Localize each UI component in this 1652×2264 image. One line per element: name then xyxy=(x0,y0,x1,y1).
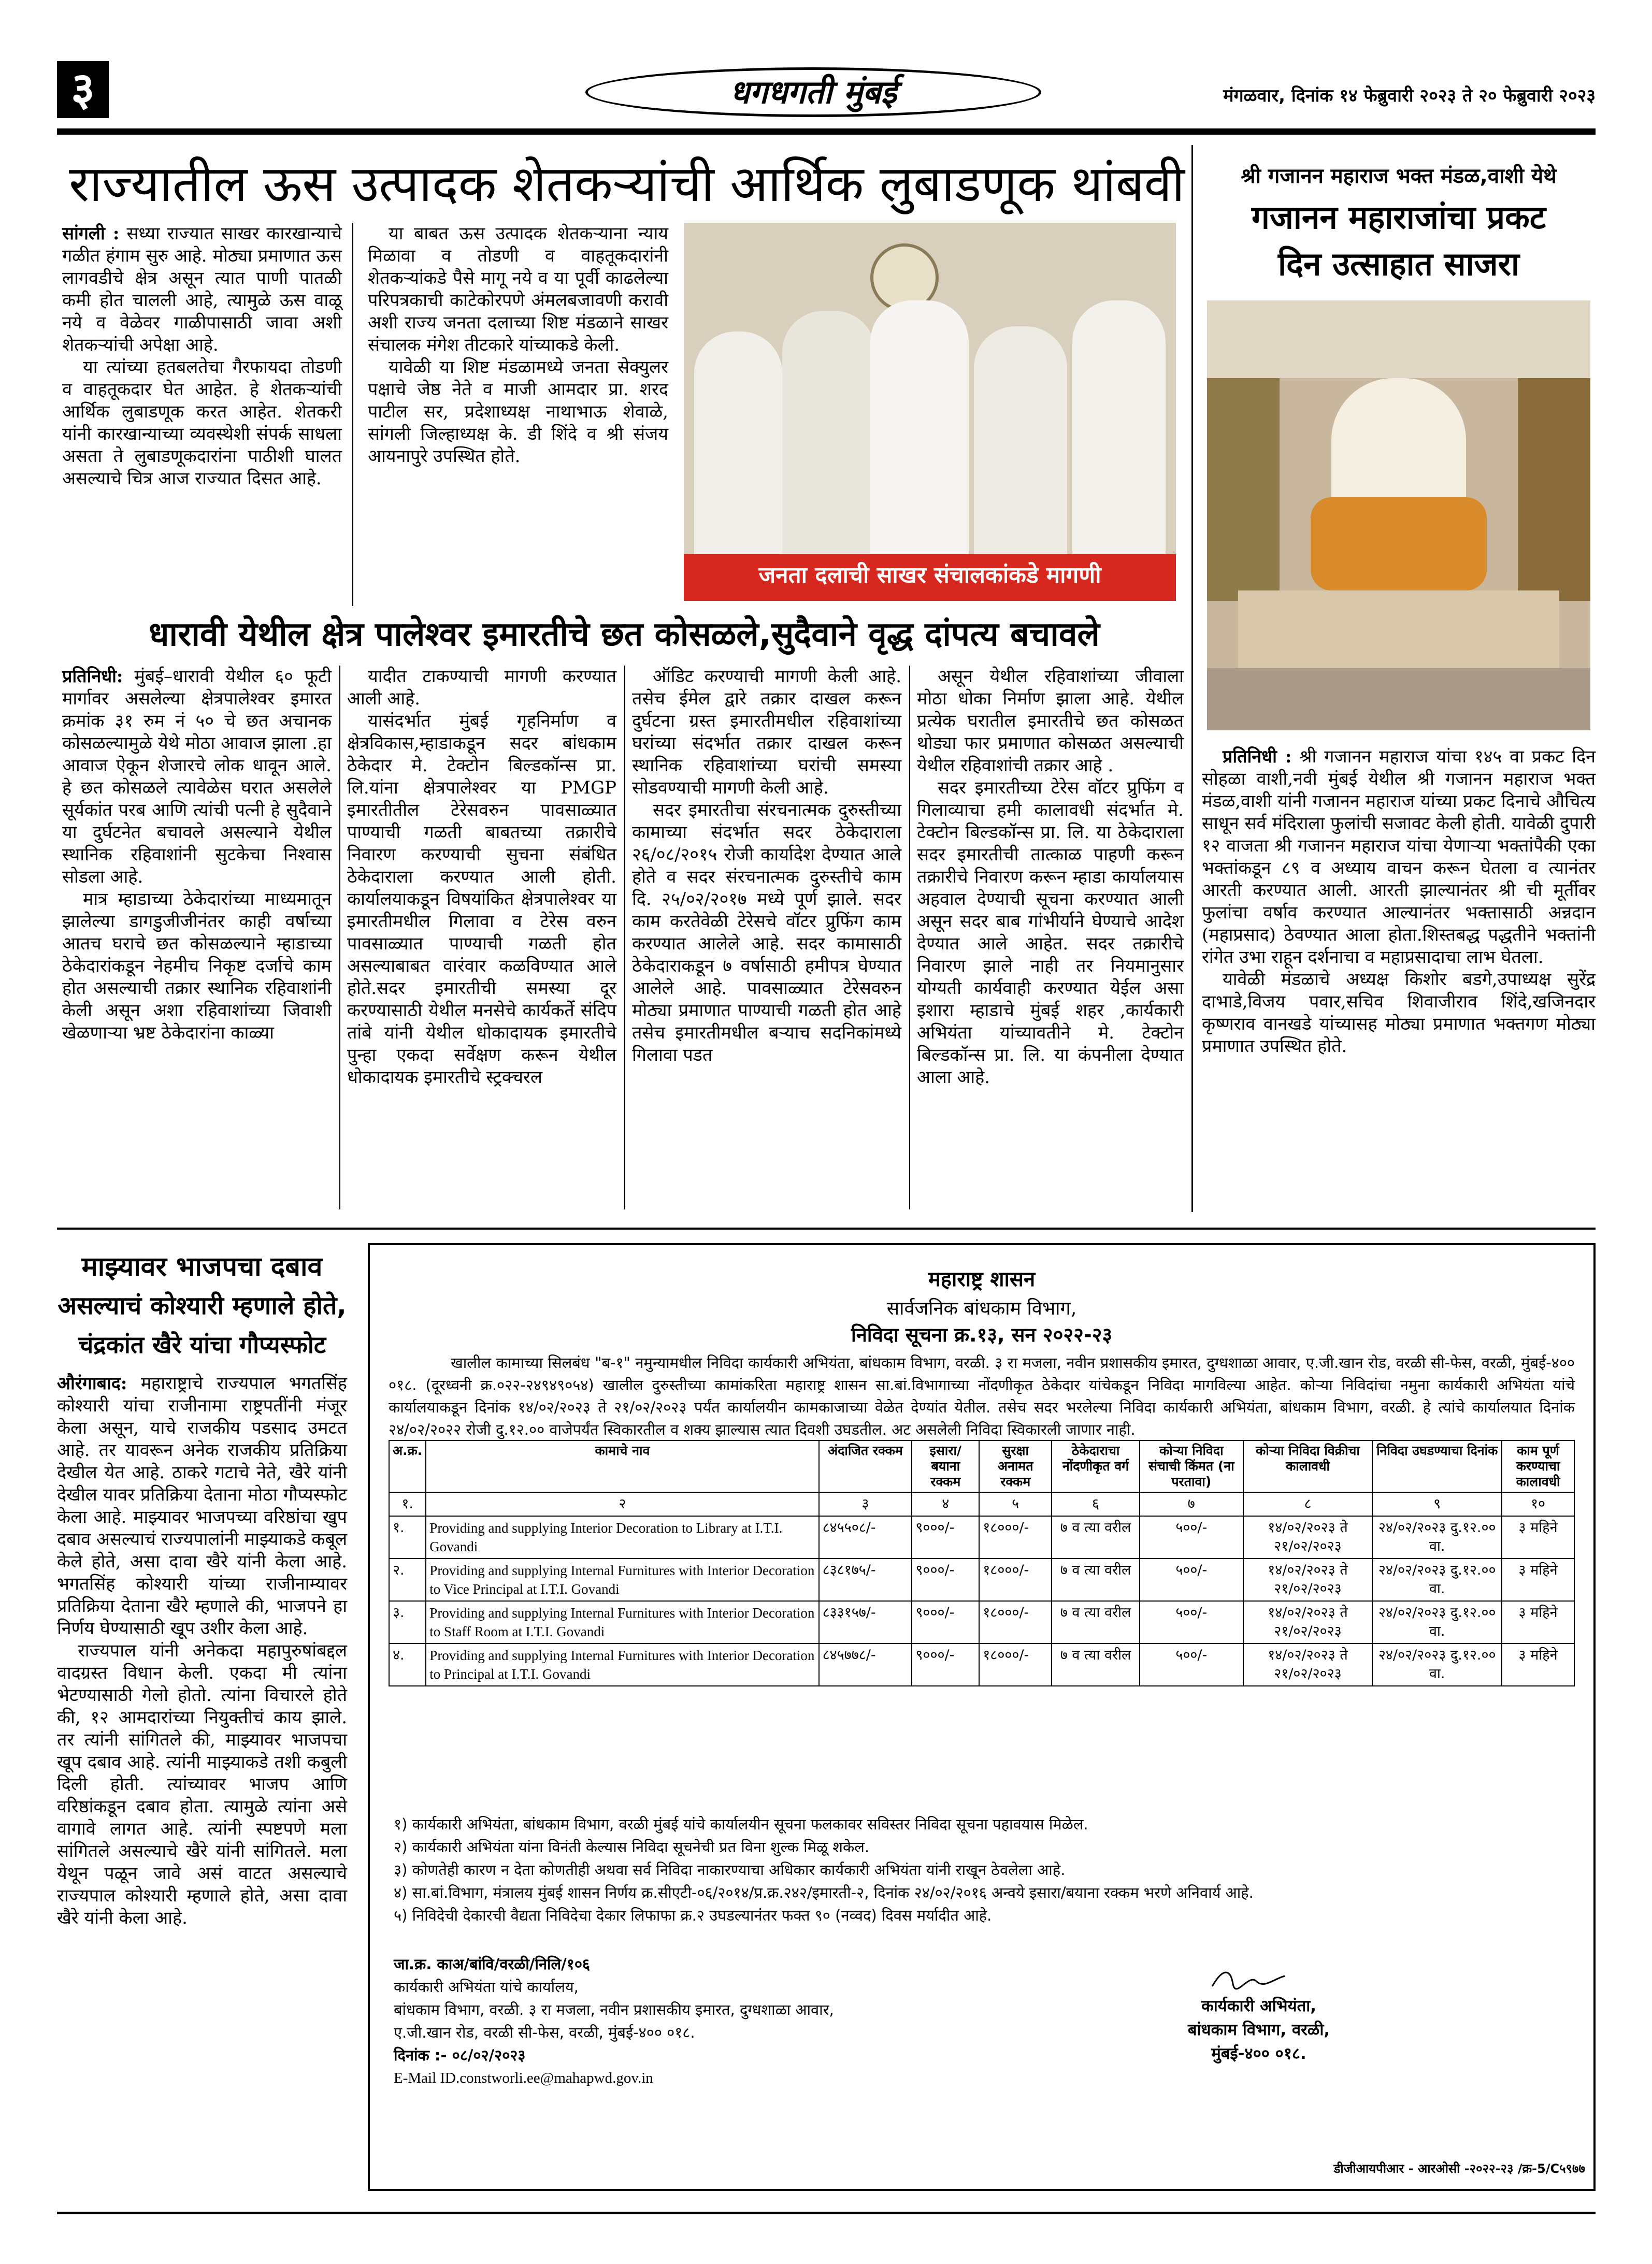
cell-open: २४/०२/२०२३ दु.१२.०० वा. xyxy=(1372,1559,1502,1601)
col-number: ५ xyxy=(979,1492,1052,1516)
table-row xyxy=(389,1601,1574,1643)
article3-headline-2: असल्याचं कोश्यारी म्हणाले होते, xyxy=(58,1291,347,1320)
cell-amount: ८४५७७८/- xyxy=(819,1643,912,1686)
cell-sd: १८०००/- xyxy=(979,1559,1052,1601)
tender-note: ५) निविदेची देकारची वैद्यता निविदेचा देकार लिफाफा क्र.२ उघडल्यानंतर फक्त ९० (नव्वद) दिवस मर्यादीत आहे. xyxy=(394,1907,992,1924)
article3-body xyxy=(57,1373,347,1929)
col-number: १० xyxy=(1502,1492,1574,1516)
col-number: ४ xyxy=(912,1492,979,1516)
table-row xyxy=(389,1643,1574,1686)
cell-class: ७ व त्या वरील xyxy=(1052,1559,1140,1601)
cell-sr: ४. xyxy=(389,1643,426,1686)
article2-col3-p2: सदर इमारतीचा संरचनात्मक दुरुस्तीच्या कामाच्या संदर्भात सदर ठेकेदाराला २६/०८/२०१५ रोजी कार्यादेश देण्यात आले होते व सदर संरचनात्मक दुरुस्तीचे काम दि. २५/०२/२०१७ मध्ये पूर्ण झाले. सदर काम करतेवेळी टेरेसचे वॉटर प्रुफिंग काम करण्यात आलेले आहे. सदर कामासाठी ठेकेदाराकडून ७ वर्षासाठी हमीपत्र घेण्यात आलेले आहे. पावसाळ्यात टेरेसवरुन मोठ्या प्रमाणात पाण्याची गळती होत आहे तसेच इमारतीमधील बऱ्याच सदनिकांमध्ये गिलावा पडत xyxy=(632,800,901,1065)
col-header: ठेकेदाराचा नोंदणीकृत वर्ग xyxy=(1052,1440,1140,1492)
cell-open: २४/०२/२०२३ दु.१२.०० वा. xyxy=(1372,1516,1502,1559)
article1-col1-p1: सध्या राज्यात साखर कारखान्याचे गळीत हंगाम सुरु आहे. मोठ्या प्रमाणात ऊस लागवडीचे क्षेत्र असून त्यात पाणी पातळी कमी होत चालली आहे, त्यामुळे ऊस वाळू नये व वेळेवर गाळीपासाठी जावा अशी शेतकऱ्यांची अपेक्षा आहे. xyxy=(62,223,342,355)
col-header: अ.क्र. xyxy=(389,1440,426,1492)
sidebar-kicker: श्री गजानन महाराज भक्त मंडळ,वाशी येथे xyxy=(1241,164,1557,188)
tender-office-block xyxy=(394,1953,1119,2089)
cell-sale: १४/०२/२०२३ ते २१/०२/२०२३ xyxy=(1243,1516,1373,1559)
cell-name: Providing and supplying Internal Furnitures with Interior Decoration to Staff Room at I.T.I. Govandi xyxy=(426,1601,818,1643)
photo-caption: जनता दलाची साखर संचालकांकडे मागणी xyxy=(758,562,1101,588)
table-row xyxy=(389,1559,1574,1601)
cell-sale: १४/०२/२०२३ ते २१/०२/२०२३ xyxy=(1243,1643,1373,1686)
tender-table xyxy=(389,1440,1575,1686)
article1-photo xyxy=(684,223,1176,601)
article1-col2-p2: यावेळी या शिष्ट मंडळामध्ये जनता सेक्युलर पक्षाचे जेष्ठ नेते व माजी आमदार प्रा. शरद पाटील सर, प्रदेशाध्यक्ष नाथाभाऊ शेवाळे, सांगली जिल्हाध्यक्ष के. डी शिंदे व श्री संजय आयनापुरे उपस्थित होते. xyxy=(368,357,668,467)
table-row xyxy=(389,1516,1574,1559)
tender-office-line: कार्यकारी अभियंता यांचे कार्यालय, xyxy=(394,1978,579,1996)
cell-sale: १४/०२/२०२३ ते २१/०२/२०२३ xyxy=(1243,1601,1373,1643)
cell-sd: १८०००/- xyxy=(979,1643,1052,1686)
article2-col4-p1: असून येथील रहिवाशांच्या जीवाला मोठा धोका निर्माण झाला आहे. येथील प्रत्येक घरातील इमारतीचे छत कोसळत थोड्या फार प्रमाणात कोसळत असल्याची येथील रहिवाशांची तक्रार आहे . xyxy=(917,666,1184,776)
cell-period: ३ महिने xyxy=(1502,1516,1574,1559)
sidebar-rule xyxy=(1191,145,1193,1212)
flower-decoration xyxy=(1207,300,1590,378)
cell-open: २४/०२/२०२३ दु.१२.०० वा. xyxy=(1372,1601,1502,1643)
article2-col2-p2: यासंदर्भात मुंबई गृहनिर्माण व क्षेत्रविकास,म्हाडाकडून सदर बांधकाम ठेकेदार मे. टेक्टोन बिल्डकॉन्स प्रा. लि.यांना क्षेत्रपालेश्वर या PMGP इमारतीतील टेरेसवरुन पावसाळ्यात पाण्याची गळती बाबतच्या तक्रारीचे निवारण करण्याची सुचना संबंधित ठेकेदाराला करण्यात आली होती. कार्यालयाकडून विषयांकित क्षेत्रपालेश्वर या इमारतीमधील गिलावा व टेरेस वरुन पावसाळ्यात पाण्याची गळती होत असल्याबाबत वारंवार कळविण्यात आले होते.सदर इमारतीची समस्या दूर करण्यासाठी येथील मनसेचे कार्यकर्ते संदिप तांबे यांनी येथील धोकादायक इमारतीचे पुन्हा एकदा सर्वेक्षण करून येथील धोकादायक इमारतीचे स्ट्रक्चरल xyxy=(347,711,616,1088)
page-number: ३ xyxy=(71,62,95,116)
masthead-logo-text: धगधगती मुंबई xyxy=(730,73,897,111)
tender-notice-number: निविदा सूचना क्र.१३, सन २०२२-२३ xyxy=(851,1323,1113,1346)
signature-mark xyxy=(1207,1963,1290,1994)
tender-notes xyxy=(394,1813,1575,1927)
col-number: ७ xyxy=(1140,1492,1243,1516)
cell-emd: ९०००/- xyxy=(912,1601,979,1643)
cell-sr: २. xyxy=(389,1559,426,1601)
tender-title: महाराष्ट्र शासन xyxy=(928,1267,1036,1291)
article2-headline: धारावी येथील क्षेत्र पालेश्वर इमारतीचे छत कोसळले,सुदैवाने वृद्ध दांपत्य बचावले xyxy=(149,615,1100,654)
footer-rule xyxy=(57,2212,1596,2214)
tender-note: ४) सा.बां.विभाग, मंत्रालय मुंबई शासन निर्णय क्र.सीएटी-०६/२०१४/प्र.क्र.२४२/इमारती-२, दिनांक २४/०२/२०१६ अन्वये इसारा/बयाना रक्कम भरणे अनिवार्य आहे. xyxy=(394,1884,1254,1901)
cell-sale: १४/०२/२०२३ ते २१/०२/२०२३ xyxy=(1243,1559,1373,1601)
tender-table-col-numbers xyxy=(389,1492,1574,1516)
idol-garland xyxy=(1311,497,1487,590)
tender-note: १) कार्यकारी अभियंता, बांधकाम विभाग, वरळी मुंबई यांचे कार्यालयीन सूचना फलकावर सविस्तर निविदा सूचना पहावयास मिळेल. xyxy=(394,1815,1088,1833)
cell-fee: ५००/- xyxy=(1140,1516,1243,1559)
sidebar-p2: यावेळी मंडळाचे अध्यक्ष किशोर बडगे,उपाध्यक्ष सुरेंद्र दाभाडे,विजय पवार,सचिव शिवाजीराव शिंदे,खजिनदार कृष्णराव वानखडे यांच्यासह मोठ्या प्रमाणात भक्तगण मोठ्या प्रमाणात उपस्थित होते. xyxy=(1202,969,1596,1057)
cell-sd: १८०००/- xyxy=(979,1516,1052,1559)
article1-headline: राज्यातील ऊस उत्पादक शेतकऱ्यांची आर्थिक लुबाडणूक थांबवी xyxy=(69,155,1185,213)
masthead-date: मंगळवार, दिनांक १४ फेब्रुवारी २०२३ ते २० फेब्रुवारी २०२३ xyxy=(1223,85,1596,106)
cell-class: ७ व त्या वरील xyxy=(1052,1643,1140,1686)
tender-date: दिनांक :- ०८/०२/२०२३ xyxy=(394,2046,526,2064)
col-header: सुरक्षा अनामत रक्कम xyxy=(979,1440,1052,1492)
cell-amount: ८४५५०८/- xyxy=(819,1516,912,1559)
cell-period: ३ महिने xyxy=(1502,1643,1574,1686)
floor xyxy=(1207,668,1590,730)
cell-emd: ९०००/- xyxy=(912,1559,979,1601)
signatory-line: बांधकाम विभाग, वरळी, xyxy=(1187,2021,1330,2039)
tender-note: ३) कोणतेही कारण न देता कोणतीही अथवा सर्व निविदा नाकारण्याचा अधिकार कार्यकारी अभियंता यांनी राखून ठेवलेला आहे. xyxy=(394,1861,1066,1879)
tender-ref-no: जा.क्र. काअ/बांवि/वरळी/निलि/१०६ xyxy=(394,1955,590,1973)
cell-sr: ३. xyxy=(389,1601,426,1643)
col-header: कोऱ्या निविदा संचाची किंमत (ना परतावा) xyxy=(1140,1440,1243,1492)
cell-emd: ९०००/- xyxy=(912,1643,979,1686)
sidebar-p1: श्री गजानन महाराज यांचा १४५ वा प्रकट दिन सोहळा वाशी,नवी मुंबई येथील श्री गजानन महाराज भक्त मंडळ,वाशी यांनी गजानन महाराज यांच्या प्रकट दिनाचे औचित्य साधून सर्व मंदिराला फुलांची सजावट केली होती. यावेळी दुपारी १२ वाजता श्री गजानन महाराज यांचा येणाऱ्या भक्तांपैकी एका भक्तांकडून ८९ व अध्याय वाचन करून घेतला व त्यानंतर आरती करण्यात आली. आरती झाल्यानंतर श्री ची मूर्तीवर फुलांचा वर्षाव करण्यात आल्यानंतर भक्तासाठी अन्नदान (महाप्रसाद) ठेवण्यात आला होता.शिस्तबद्ध पद्धतीने भक्तांनी रांगेत उभा राहून दर्शनाचा व महाप्रसादाचा लाभ घेतला. xyxy=(1202,746,1596,968)
article2-col1-p2: मात्र म्हाडाच्या ठेकेदारांच्या माध्यमातून झालेल्या डागडुजीजीनंतर काही वर्षाच्या आतच घराचे छत कोसळल्याने म्हाडाच्या ठेकेदारांकडून नेहमीच निकृष्ट दर्जाचे काम होत असल्याची तक्रार स्थानिक रहिवाशांनी केली असून अशा रहिवाशांच्या जिवाशी खेळणाऱ्या भ्रष्ट ठेकेदारांना काळ्या xyxy=(62,889,332,1043)
article2-col1-p1: मुंबई–धारावी येथील ६० फूटी मार्गावर असलेल्या क्षेत्रपालेश्वर इमारत क्रमांक ३१ रुम नं ५० चे छत अचानक कोसळल्यामुळे येथे मोठा आवाज झाला .हा आवाज ऐकून शेजारचे लोक धावून आले. हे छत कोसळले त्यावेळेस घरात असलेले सूर्यकांत परब आणि त्यांची पत्नी हे सुदैवाने या दुर्घटनेत बचावले असल्याने येथील स्थानिक रहिवाशांनी सुटकेचा निश्वास सोडला आहे. xyxy=(62,666,332,887)
column-divider xyxy=(624,666,625,1209)
sidebar-dateline: प्रतिनिधी : xyxy=(1223,746,1292,767)
cell-period: ३ महिने xyxy=(1502,1601,1574,1643)
col-number: २ xyxy=(426,1492,818,1516)
col-header: निविदा उघडण्याचा दिनांक xyxy=(1372,1440,1502,1492)
col-number: ६ xyxy=(1052,1492,1140,1516)
col-header: कोऱ्या निविदा विक्रीचा कालावधी xyxy=(1243,1440,1373,1492)
sidebar-photo xyxy=(1207,300,1590,730)
cell-class: ७ व त्या वरील xyxy=(1052,1516,1140,1559)
column-divider xyxy=(352,223,353,606)
article3-headline-1: माझ्यावर भाजपचा दबाव xyxy=(81,1251,323,1282)
cell-period: ३ महिने xyxy=(1502,1559,1574,1601)
column-divider xyxy=(909,666,910,1209)
cell-class: ७ व त्या वरील xyxy=(1052,1601,1140,1643)
tender-table-header xyxy=(389,1440,1574,1492)
article2-col4-p2: सदर इमारतीच्या टेरेस वॉटर प्रुफिंग व गिलाव्याचा हमी कालावधी संदर्भात मे. टेक्टोन बिल्डकॉन्स प्रा. लि. या ठेकेदाराला सदर इमारतीची तात्काळ पाहणी करून तक्रारीचे निवारण करून म्हाडा कार्यालयास अहवाल देण्याची सूचना करण्यात आली असून सदर बाब गांभीर्याने घेण्याचे आदेश देण्यात आले आहेत. सदर तक्रारीचे निवारण झाले नाही तर नियमानुसार योग्यती कार्यवाही करण्यात येईल असा इशारा म्हाडाचे मुंबई शहर ,कार्यकारी अभियंता यांच्यावतीने मे. टेक्टोन बिल्डकॉन्स प्रा. लि. या कंपनीला देण्यात आला आहे. xyxy=(917,777,1184,1088)
tender-dgipr-code: डीजीआयपीआर - आरओसी -२०२२-२३ /क्र-5/C५९७७ xyxy=(1333,2161,1585,2176)
article1-col1-p2: या त्यांच्या हतबलतेचा गैरफायदा तोडणी व वाहतूकदार घेत आहेत. हे शेतकऱ्यांची आर्थिक लुबाडणूक करत आहेत. शेतकरी यांनी कारखान्याच्या व्यवस्थेशी संपर्क साधला असता ते लुबाडणूकदारांना पाठीशी घालत असल्याचे चित्र आज राज्यात दिसत आहे. xyxy=(62,357,342,489)
article3-headline-3: चंद्रकांत खैरे यांचा गौप्यस्फोट xyxy=(78,1331,326,1359)
cell-open: २४/०२/२०२३ दु.१२.०० वा. xyxy=(1372,1643,1502,1686)
article3-p2: राज्यपाल यांनी अनेकदा महापुरुषांबद्दल वादग्रस्त विधान केली. एकदा मी त्यांना भेटण्यासाठी गेलो होतो. त्यांना विचारले होते की, १२ आमदारांच्या नियुक्तीचं काय झाले. तर त्यांनी सांगितले की, माझ्यावर भाजपचा खूप दबाव आहे. त्यांनी माझ्याकडे तशी कबुली दिली होती. त्यांच्यावर भाजप आणि वरिष्ठांकडून दबाव होता. त्यामुळे त्यांना असे वागावे लागत आहे. त्यांनी स्पष्टपणे मला सांगितले असल्याचे खैरे यांनी सांगितले. मला येथून पळून जावे असं वाटत असल्याचे राज्यपाल कोश्यारी म्हणाले होते, असा दावा खैरे यांनी केला आहे. xyxy=(57,1640,347,1928)
article2-col2-p1: यादीत टाकण्याची मागणी करण्यात आली आहे. xyxy=(347,666,616,709)
sidebar-body xyxy=(1202,746,1596,1058)
masthead-rule xyxy=(57,128,1596,135)
cell-amount: ८३८१७५/- xyxy=(819,1559,912,1601)
altar-platform xyxy=(1238,590,1559,668)
flower-decoration xyxy=(1207,378,1280,601)
tender-intro: खालील कामाच्या सिलबंध "ब-१" नमुन्यामधील निविदा कार्यकारी अभियंता, बांधकाम विभाग, वरळी. ३ रा मजला, नवीन प्रशासकीय इमारत, दुग्धशाळा आवार, ए.जी.खान रोड, वरळी सी-फेस, वरळी, मुंबई-४०० ०१८. (दूरध्वनी क्र.०२२-२४९४९०५४) खालील दुरुस्तीच्या कामांकरिता महाराष्ट्र शासन सा.बां.विभागाच्या नोंदणीकृत ठेकेदार यांचेकडून निविदा मागविल्या आहेत. कोऱ्या निविदांचा नमुना कार्यकारी अभियंता यांचे कार्यालयाकडून दिनांक १४/०२/२०२३ ते २१/०२/२०२३ पर्यंत कार्यालयीन कामकाजाच्या वेळेत देण्यांत येतील. तसेच सदर भरलेल्या निविदा कार्यकारी अभियंता, बांधकाम विभाग, वरळी. हे त्यांचे कार्यालयात दिनांक २४/०२/२०२२ रोजी दु.१२.०० वाजेपर्यंत स्विकारतील व शक्य झाल्यास त्यात दिवशी उघडतील. अट असलेली निविदा स्विकारली जाणार नाही. xyxy=(389,1354,1575,1438)
cell-fee: ५००/- xyxy=(1140,1559,1243,1601)
section-rule xyxy=(57,1228,1596,1230)
tender-note: २) कार्यकारी अभियंता यांना विनंती केल्यास निविदा सूचनेची प्रत विना शुल्क मिळू शकेल. xyxy=(394,1838,870,1856)
sidebar-headline-1: गजानन महाराजांचा प्रकट xyxy=(1251,198,1546,236)
cell-fee: ५००/- xyxy=(1140,1601,1243,1643)
cell-amount: ८३३१५७/- xyxy=(819,1601,912,1643)
col-number: ८ xyxy=(1243,1492,1373,1516)
col-number: ९ xyxy=(1372,1492,1502,1516)
cell-name: Providing and supplying Interior Decoration to Library at I.T.I. Govandi xyxy=(426,1516,818,1559)
cell-sd: १८०००/- xyxy=(979,1601,1052,1643)
tender-office-line: बांधकाम विभाग, वरळी. ३ रा मजला, नवीन प्रशासकीय इमारत, दुग्धशाळा आवार, xyxy=(394,2001,834,2018)
article2-dateline: प्रतिनिधी: xyxy=(62,666,123,687)
article3-p1: महाराष्ट्राचे राज्यपाल भगतसिंह कोश्यारी यांचा राजीनामा राष्ट्रपतींनी मंजूर केला असून, याचे राजकीय पडसाद उमटत आहे. तर यावरून अनेक राजकीय प्रतिक्रिया देखील येत आहे. ठाकरे गटाचे नेते, खैरे यांनी देखील यावर प्रतिक्रिया देताना मोठा गौप्यस्फोट केला आहे. माझ्यावर भाजपच्या वरिष्ठांचा खुप दबाव असल्याचं राज्यपालांनी माझ्याकडे कबूल केले होते, असा दावा खैरे यांनी केला आहे. भगतसिंह कोश्यारी यांच्या राजीनाम्यावर प्रतिक्रिया देताना खैरे म्हणाले की, भाजपने हा निर्णय घेण्यासाठी खूप उशीर केला आहे. xyxy=(57,1373,347,1639)
tender-subtitle: सार्वजनिक बांधकाम विभाग, xyxy=(886,1298,1077,1319)
cell-fee: ५००/- xyxy=(1140,1643,1243,1686)
article2-col1 xyxy=(62,666,332,1044)
col-number: १. xyxy=(389,1492,426,1516)
signatory-line: कार्यकारी अभियंता, xyxy=(1201,1997,1317,2015)
sidebar-headline-2: दिन उत्साहात साजरा xyxy=(1278,245,1519,283)
column-divider xyxy=(339,666,340,1209)
tender-email: E-Mail ID.constworli.ee@mahapwd.gov.in xyxy=(394,2070,653,2086)
cell-name: Providing and supplying Internal Furnitures with Interior Decoration to Vice Principal at I.T.I. Govandi xyxy=(426,1559,818,1601)
col-header: काम पूर्ण करण्याचा कालावधी xyxy=(1502,1440,1574,1492)
article1-col2-p1: या बाबत ऊस उत्पादक शेतकऱ्याना न्याय मिळावा व तोडणी व वाहतूकदारांनी शेतकऱ्यांकडे पैसे मागू नये व या पूर्वी काढलेल्या परिपत्रकाची काटेकोरपणे अंमलबजावणी करावी अशी राज्य जनता दलाच्या शिष्ट मंडळाने साखर संचालक मंगेश तीटकारे यांच्याकडे केली. xyxy=(368,223,668,355)
tender-office-line: ए.जी.खान रोड, वरळी सी-फेस, वरळी, मुंबई-४०० ०१८. xyxy=(394,2024,695,2041)
col-header: अंदाजित रक्कम xyxy=(819,1440,912,1492)
article1-col2 xyxy=(368,223,668,468)
col-header: इसारा/ बयाना रक्कम xyxy=(912,1440,979,1492)
article2-col3-p1: ऑडिट करण्याची मागणी केली आहे. तसेच ईमेल द्वारे तक्रार दाखल करून दुर्घटना ग्रस्त इमारतीमधील रहिवाशांच्या घरांच्या संदर्भात तक्रार दाखल करून स्थानिक रहिवाशांच्या घरांची समस्या सोडवण्याची मागणी केली आहे. xyxy=(632,666,901,798)
article3-dateline: औरंगाबाद: xyxy=(57,1373,127,1394)
article2-col4 xyxy=(917,666,1184,1089)
col-header: कामाचे नाव xyxy=(426,1440,818,1492)
cell-emd: ९०००/- xyxy=(912,1516,979,1559)
article1-dateline: सांगली : xyxy=(62,223,120,244)
tender-signatory xyxy=(1114,1994,1404,2066)
article2-col2 xyxy=(347,666,616,1089)
cell-sr: १. xyxy=(389,1516,426,1559)
flower-decoration xyxy=(1518,378,1590,601)
signatory-line: मुंबई-४०० ०१८. xyxy=(1211,2044,1306,2063)
cell-name: Providing and supplying Internal Furnitures with Interior Decoration to Principal at I.T.I. Govandi xyxy=(426,1643,818,1686)
article2-col3 xyxy=(632,666,901,1066)
col-number: ३ xyxy=(819,1492,912,1516)
article1-col1 xyxy=(62,223,342,490)
